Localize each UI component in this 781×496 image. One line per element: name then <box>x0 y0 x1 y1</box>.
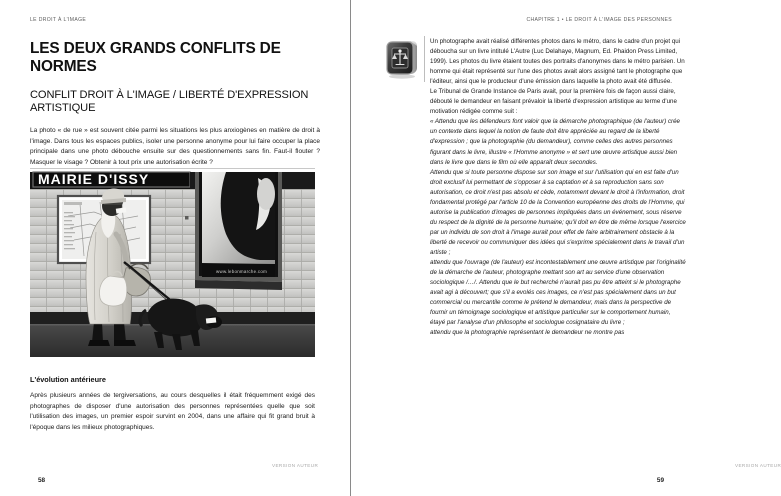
court-quotation <box>430 117 686 338</box>
version-mark-left: VERSION AUTEUR <box>272 463 319 468</box>
book-spine <box>350 0 351 496</box>
icon-divider-rule <box>424 36 425 82</box>
page-title: LES DEUX GRANDS CONFLITS DE NORMES <box>30 40 281 75</box>
quote-paragraph-2: Attendu que si toute personne dispose sur son image et sur l'utilisation qui en est faite d'un droit exclusif lui permettant de s'opposer à sa captation et à sa reproduction sans son autorisation, ce droit n'est pas absolu et cède, notamment devant le droit à l'information, droit fondamental protégé par l'article 10 de la Convention européenne des droits de l'Homme, qui autorise la publication d'images de personnes impliquées dans un événement, sous réserve du respect de la dignité de la personne humaine; qu'il doit en être de même lorsque l'exercice par un individu de son droit à l'image aurait pour effet de faire arbitrairement obstacle à la liberté de recevoir ou communiquer des idées qui s'exprime spécialement dans le travail d'un artiste ; <box>430 168 686 256</box>
quote-paragraph-3: attendu que l'ouvrage (de l'auteur) est incontestablement une œuvre artistique par l'originalité de la démarche de l'auteur, photographe mettant son art au service d'une observation sociologique /…/. Attendu que le but recherché n'aurait pas pu être atteint si le photographe avait agi à découvert; que s'il a evolés ces images, ce n'est pas spécialement dans un but commercial ou mercantile comme le prétend le demandeur, mais dans la perspective de fournir un témoignage sociologique et artistique particulier sur le comportement humain, étayé par l'analyse d'un philosophe et sociologue cosignataire du livre ; <box>430 259 686 327</box>
left-page-text-block <box>30 40 320 168</box>
page-number-right: 59 <box>656 477 664 484</box>
metro-photograph <box>30 172 315 357</box>
page-subtitle: CONFLIT DROIT À L'IMAGE / LIBERTÉ D'EXPRESSION ARTISTIQUE <box>30 89 309 115</box>
metro-photograph-graphic <box>30 172 315 357</box>
intro-paragraph: La photo « de rue » est souvent citée parmi les situations les plus anxiogènes en matière de droit à l'image. Dans tous les espaces publics, isoler une personne anonyme pour lui faire occuper la place principale dans une photo débouche ensuite sur des questionnements sans fin. Faut-il flouter ? Masquer le visage ? Obtenir à tout prix une autorisation écrite ? <box>30 127 320 166</box>
divider-above-photo <box>30 168 315 169</box>
left-page <box>0 0 350 496</box>
section-heading: L'évolution antérieure <box>30 375 106 384</box>
version-mark-right: VERSION AUTEUR <box>735 463 781 468</box>
right-paragraph-1: Un photographe avait réalisé différentes photos dans le métro, dans le cadre d'un projet qui déboucha sur un livre intitulé L'Autre (Luc Delahaye, Magnum, Ed. Phaidon Press Limited, 1999). Les photos du livre étaient toutes des portraits d'anonymes dans le métro parisien. Un homme qui était représenté sur l'une des photos avait alors assigné tant le photographe que l'éditeur, ainsi que le producteur d'une émission dans laquelle la photo avait été diffusée. <box>430 38 685 86</box>
running-head-left: LE DROIT À L'IMAGE <box>30 17 87 23</box>
quote-paragraph-1: « Attendu que les défendeurs font valoir que la démarche photographique (de l'auteur) crée un contexte dans lequel la notion de faute doit être appréciée au regard de la liberté d'expression ; que la photographie (du demandeur), comme celles des autres personnes figurant dans le livre, illustre « l'Homme anonyme » et sert une œuvre artistique aussi bien dans le livre que dans le film où elle apparaît deux secondes. <box>430 118 680 166</box>
right-paragraph-2: Le Tribunal de Grande Instance de Paris avait, pour la première fois de façon aussi claire, débouté le demandeur en faisant prévaloir la liberté d'expression artistique au terme d'une motivation rédigée comme suit : <box>430 88 677 116</box>
page-number-left: 58 <box>38 477 46 484</box>
svg-text:www.lebonmarche.com: www.lebonmarche.com <box>216 269 268 274</box>
quote-paragraph-4: attendu que la photographie représentant le demandeur ne montre pas <box>430 329 625 337</box>
right-page-text-block <box>430 37 686 338</box>
section-paragraph: Après plusieurs années de tergiversations, au cours desquelles il était fréquemment exigé des photographes de disposer d'une autorisation des personnes représentées quelle que soit l'utilisation des images, un premier espoir survint en 2004, dans une affaire qui fit grand bruit à l'époque dans les milieux photographiques. <box>30 392 315 431</box>
running-head-right: CHAPITRE 1 • LE DROIT À L'IMAGE DES PERSONNES <box>526 17 672 23</box>
svg-text:MAIRIE D'ISSY: MAIRIE D'ISSY <box>38 171 150 187</box>
legal-scales-3d-icon <box>382 38 420 80</box>
